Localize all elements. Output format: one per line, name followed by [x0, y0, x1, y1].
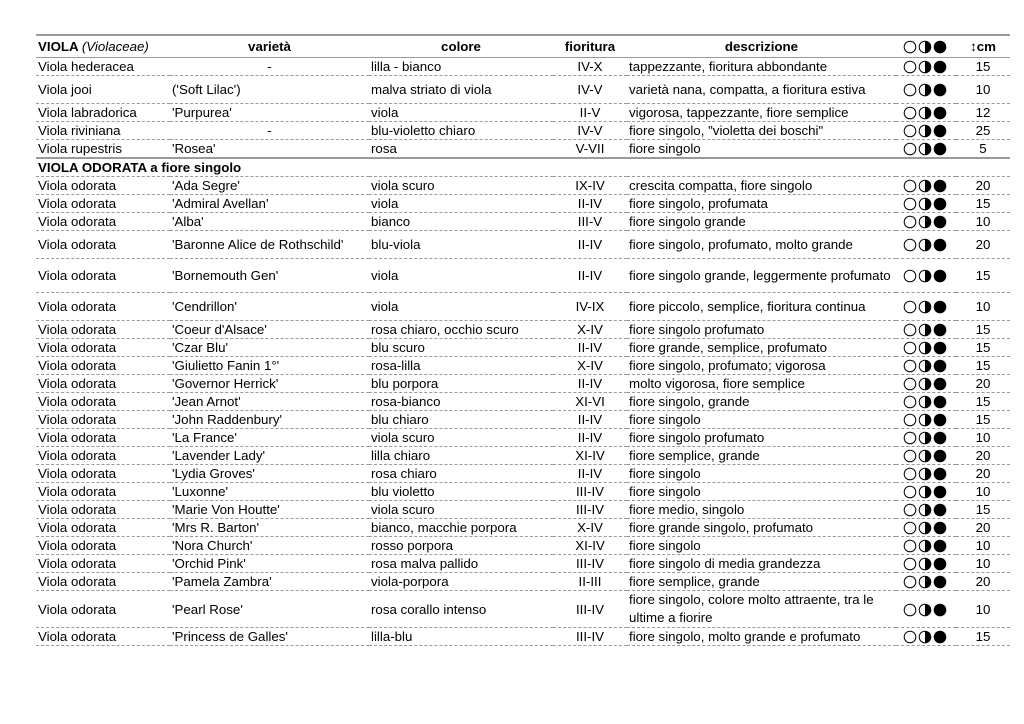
cell-species: Viola odorata	[36, 501, 170, 519]
sun-shade-icon	[903, 503, 949, 517]
cell-color: lilla chiaro	[369, 447, 553, 465]
header-exposure	[896, 35, 956, 58]
description-text: fiore singolo di media grandezza	[629, 556, 821, 571]
cell-description	[627, 58, 896, 76]
cell-description	[627, 465, 896, 483]
cell-variety: 'Rosea'	[170, 140, 369, 159]
cell-species: Viola odorata	[36, 537, 170, 555]
cell-species: Viola odorata	[36, 259, 170, 293]
description-text: fiore singolo, profumata	[629, 196, 768, 211]
cell-exposure	[896, 339, 956, 357]
cell-variety: 'John Raddenbury'	[170, 411, 369, 429]
cell-height: 15	[956, 393, 1010, 411]
cell-description	[627, 104, 896, 122]
cell-description	[627, 501, 896, 519]
cell-exposure	[896, 195, 956, 213]
cell-bloom: II-IV	[553, 195, 627, 213]
cell-bloom: IV-V	[553, 122, 627, 140]
header-height: ↕cm	[956, 35, 1010, 58]
cell-exposure	[896, 177, 956, 195]
description-text: crescita compatta, fiore singolo	[629, 178, 813, 193]
cell-exposure	[896, 293, 956, 321]
cell-color: viola-porpora	[369, 573, 553, 591]
cell-bloom: II-V	[553, 104, 627, 122]
sun-shade-icon	[903, 106, 949, 120]
table-row	[36, 213, 1010, 231]
description-text: fiore grande, semplice, profumato	[629, 340, 828, 355]
cell-exposure	[896, 573, 956, 591]
description-text: fiore singolo, grande	[629, 394, 750, 409]
cell-species: Viola odorata	[36, 591, 170, 628]
description-text: fiore singolo, profumato; vigorosa	[629, 358, 826, 373]
table-row	[36, 177, 1010, 195]
cell-description	[627, 393, 896, 411]
cell-height: 20	[956, 447, 1010, 465]
cell-height: 10	[956, 76, 1010, 104]
table-row	[36, 293, 1010, 321]
cell-description	[627, 177, 896, 195]
cell-height: 15	[956, 259, 1010, 293]
cell-bloom: X-IV	[553, 357, 627, 375]
cell-height: 15	[956, 195, 1010, 213]
table-row	[36, 140, 1010, 159]
cell-height: 10	[956, 213, 1010, 231]
cell-color: viola scuro	[369, 501, 553, 519]
cell-variety: 'Purpurea'	[170, 104, 369, 122]
sun-shade-icon	[903, 395, 949, 409]
description-text: fiore singolo	[629, 484, 701, 499]
cell-height: 10	[956, 429, 1010, 447]
cell-color: blu violetto	[369, 483, 553, 501]
sun-shade-icon	[903, 431, 949, 445]
cell-color: rosa-bianco	[369, 393, 553, 411]
description-text: fiore piccolo, semplice, fioritura continua	[629, 299, 866, 314]
cell-color: viola	[369, 259, 553, 293]
cell-variety: 'Jean Arnot'	[170, 393, 369, 411]
cell-variety: 'Governor Herrick'	[170, 375, 369, 393]
cell-exposure	[896, 537, 956, 555]
cell-exposure	[896, 591, 956, 628]
cell-species: Viola riviniana	[36, 122, 170, 140]
cell-description	[627, 411, 896, 429]
description-text: fiore medio, singolo	[629, 502, 745, 517]
cell-color: lilla - bianco	[369, 58, 553, 76]
cell-bloom: V-VII	[553, 140, 627, 159]
cell-color: blu-viola	[369, 231, 553, 259]
header-colore: colore	[369, 35, 553, 58]
cell-height: 15	[956, 628, 1010, 646]
sun-shade-icon	[903, 485, 949, 499]
cell-species: Viola odorata	[36, 231, 170, 259]
sun-shade-icon	[903, 238, 949, 252]
cell-exposure	[896, 321, 956, 339]
cell-species: Viola odorata	[36, 465, 170, 483]
cell-species: Viola odorata	[36, 573, 170, 591]
cell-variety: 'Coeur d'Alsace'	[170, 321, 369, 339]
cell-species: Viola odorata	[36, 195, 170, 213]
cell-height: 20	[956, 231, 1010, 259]
cell-height: 10	[956, 537, 1010, 555]
description-text: fiore grande singolo, profumato	[629, 520, 814, 535]
cell-description	[627, 339, 896, 357]
cell-bloom: XI-IV	[553, 447, 627, 465]
description-text: fiore singolo grande, leggermente profumato	[629, 267, 891, 283]
cell-bloom: IX-IV	[553, 177, 627, 195]
cell-species: Viola rupestris	[36, 140, 170, 159]
cell-species: Viola odorata	[36, 393, 170, 411]
cell-exposure	[896, 213, 956, 231]
cell-height: 20	[956, 375, 1010, 393]
sun-shade-icon	[903, 323, 949, 337]
cell-bloom: II-IV	[553, 259, 627, 293]
cell-variety: 'Princess de Galles'	[170, 628, 369, 646]
cell-exposure	[896, 628, 956, 646]
sun-shade-icon	[903, 557, 949, 571]
cell-variety: 'Baronne Alice de Rothschild'	[170, 231, 369, 259]
cell-bloom: III-IV	[553, 628, 627, 646]
sun-shade-icon	[903, 83, 949, 97]
cell-variety: 'La France'	[170, 429, 369, 447]
cell-exposure	[896, 104, 956, 122]
cell-description	[627, 357, 896, 375]
sun-shade-icon	[903, 377, 949, 391]
cell-description	[627, 429, 896, 447]
cell-bloom: III-IV	[553, 555, 627, 573]
cell-bloom: II-IV	[553, 411, 627, 429]
cell-bloom: II-IV	[553, 375, 627, 393]
cell-color: viola	[369, 195, 553, 213]
sun-shade-icon	[903, 300, 949, 314]
sun-shade-icon	[903, 603, 949, 617]
cell-variety: 'Pamela Zambra'	[170, 573, 369, 591]
cell-species: Viola odorata	[36, 321, 170, 339]
cell-variety: 'Lavender Lady'	[170, 447, 369, 465]
section-title: VIOLA ODORATA a fiore singolo	[36, 158, 1010, 177]
cell-height: 20	[956, 465, 1010, 483]
cell-bloom: III-IV	[553, 501, 627, 519]
description-text: fiore singolo profumato	[629, 430, 765, 445]
description-text: fiore singolo, "violetta dei boschi"	[629, 123, 824, 138]
description-text: fiore semplice, grande	[629, 448, 760, 463]
section-row	[36, 158, 1010, 177]
table-row	[36, 465, 1010, 483]
cell-species: Viola jooi	[36, 76, 170, 104]
cell-variety: 'Orchid Pink'	[170, 555, 369, 573]
cell-variety: -	[170, 122, 369, 140]
table-row	[36, 483, 1010, 501]
cell-exposure	[896, 122, 956, 140]
cell-description	[627, 375, 896, 393]
table-row	[36, 259, 1010, 293]
cell-height: 15	[956, 58, 1010, 76]
cell-variety: 'Czar Blu'	[170, 339, 369, 357]
header-varieta: varietà	[170, 35, 369, 58]
cell-variety: 'Bornemouth Gen'	[170, 259, 369, 293]
family-label: (Violaceae)	[81, 39, 149, 54]
cell-height: 20	[956, 177, 1010, 195]
table-row	[36, 195, 1010, 213]
cell-color: viola	[369, 293, 553, 321]
description-text: fiore singolo	[629, 466, 701, 481]
cell-description	[627, 483, 896, 501]
cell-color: viola scuro	[369, 429, 553, 447]
cell-color: blu porpora	[369, 375, 553, 393]
cell-description	[627, 537, 896, 555]
cell-bloom: III-V	[553, 213, 627, 231]
cell-description	[627, 122, 896, 140]
cell-species: Viola odorata	[36, 375, 170, 393]
cell-color: rosa	[369, 140, 553, 159]
cell-height: 5	[956, 140, 1010, 159]
cell-species: Viola odorata	[36, 519, 170, 537]
cell-height: 12	[956, 104, 1010, 122]
table-row	[36, 122, 1010, 140]
plant-table	[36, 34, 1010, 646]
cell-description	[627, 447, 896, 465]
table-row	[36, 537, 1010, 555]
cell-exposure	[896, 140, 956, 159]
cell-description	[627, 321, 896, 339]
header-descrizione: descrizione	[627, 35, 896, 58]
cell-bloom: IV-X	[553, 58, 627, 76]
table-row	[36, 573, 1010, 591]
cell-variety: 'Lydia Groves'	[170, 465, 369, 483]
cell-species: Viola odorata	[36, 339, 170, 357]
description-text: fiore singolo grande	[629, 214, 746, 229]
cell-variety: 'Marie Von Houtte'	[170, 501, 369, 519]
description-text: molto vigorosa, fiore semplice	[629, 376, 805, 391]
cell-variety: ('Soft Lilac')	[170, 76, 369, 104]
header-species	[36, 35, 170, 58]
sun-shade-icon	[903, 40, 949, 54]
cell-exposure	[896, 447, 956, 465]
sun-shade-icon	[903, 359, 949, 373]
cell-bloom: X-IV	[553, 519, 627, 537]
cell-bloom: II-III	[553, 573, 627, 591]
table-row	[36, 58, 1010, 76]
cell-variety: 'Pearl Rose'	[170, 591, 369, 628]
sun-shade-icon	[903, 539, 949, 553]
table-row	[36, 447, 1010, 465]
cell-exposure	[896, 483, 956, 501]
cell-color: bianco, macchie porpora	[369, 519, 553, 537]
cell-description	[627, 259, 896, 293]
cell-description	[627, 293, 896, 321]
cell-color: blu-violetto chiaro	[369, 122, 553, 140]
table-row	[36, 519, 1010, 537]
sun-shade-icon	[903, 449, 949, 463]
cell-height: 15	[956, 321, 1010, 339]
cell-exposure	[896, 259, 956, 293]
cell-height: 15	[956, 411, 1010, 429]
cell-exposure	[896, 465, 956, 483]
table-row	[36, 357, 1010, 375]
cell-bloom: X-IV	[553, 321, 627, 339]
cell-species: Viola odorata	[36, 293, 170, 321]
cell-color: rosa malva pallido	[369, 555, 553, 573]
sun-shade-icon	[903, 521, 949, 535]
header-row	[36, 35, 1010, 58]
cell-color: rosa-lilla	[369, 357, 553, 375]
cell-color: bianco	[369, 213, 553, 231]
cell-exposure	[896, 357, 956, 375]
sun-shade-icon	[903, 413, 949, 427]
cell-height: 20	[956, 519, 1010, 537]
cell-species: Viola labradorica	[36, 104, 170, 122]
cell-bloom: II-IV	[553, 339, 627, 357]
cell-species: Viola odorata	[36, 411, 170, 429]
cell-variety: 'Nora Church'	[170, 537, 369, 555]
cell-description	[627, 140, 896, 159]
cell-description	[627, 231, 896, 259]
table-row	[36, 104, 1010, 122]
cell-exposure	[896, 411, 956, 429]
cell-description	[627, 76, 896, 104]
cell-description	[627, 519, 896, 537]
cell-bloom: IV-IX	[553, 293, 627, 321]
cell-exposure	[896, 76, 956, 104]
table-row	[36, 628, 1010, 646]
table-row	[36, 591, 1010, 628]
description-text: fiore singolo, colore molto attraente, tra le ultime a fiorire	[629, 592, 874, 625]
table-row	[36, 76, 1010, 104]
sun-shade-icon	[903, 575, 949, 589]
cell-exposure	[896, 375, 956, 393]
description-text: fiore semplice, grande	[629, 574, 760, 589]
cell-color: rosso porpora	[369, 537, 553, 555]
header-fioritura: fioritura	[553, 35, 627, 58]
cell-height: 15	[956, 357, 1010, 375]
description-text: varietà nana, compatta, a fioritura estiva	[629, 82, 866, 97]
cell-description	[627, 195, 896, 213]
sun-shade-icon	[903, 630, 949, 644]
cell-color: viola	[369, 104, 553, 122]
group-odorata	[36, 177, 1010, 646]
description-text: fiore singolo	[629, 141, 701, 156]
cell-variety: 'Ada Segre'	[170, 177, 369, 195]
cell-species: Viola odorata	[36, 213, 170, 231]
cell-description	[627, 628, 896, 646]
description-text: vigorosa, tappezzante, fiore semplice	[629, 105, 849, 120]
cell-exposure	[896, 429, 956, 447]
cell-color: rosa chiaro, occhio scuro	[369, 321, 553, 339]
sun-shade-icon	[903, 467, 949, 481]
cell-species: Viola odorata	[36, 357, 170, 375]
cell-exposure	[896, 519, 956, 537]
description-text: fiore singolo, profumato, molto grande	[629, 237, 853, 252]
group-various-species	[36, 58, 1010, 159]
cell-bloom: II-IV	[553, 231, 627, 259]
cell-color: viola scuro	[369, 177, 553, 195]
cell-height: 20	[956, 573, 1010, 591]
cell-variety: 'Mrs R. Barton'	[170, 519, 369, 537]
cell-description	[627, 555, 896, 573]
cell-species: Viola odorata	[36, 628, 170, 646]
table-row	[36, 429, 1010, 447]
cell-height: 15	[956, 501, 1010, 519]
cell-exposure	[896, 58, 956, 76]
cell-variety: 'Giulietto Fanin 1°'	[170, 357, 369, 375]
cell-bloom: XI-VI	[553, 393, 627, 411]
cell-description	[627, 591, 896, 628]
table-row	[36, 393, 1010, 411]
sun-shade-icon	[903, 215, 949, 229]
cell-color: lilla-blu	[369, 628, 553, 646]
cell-bloom: II-IV	[553, 429, 627, 447]
description-text: fiore singolo profumato	[629, 322, 765, 337]
cell-height: 15	[956, 339, 1010, 357]
description-text: tappezzante, fioritura abbondante	[629, 59, 828, 74]
description-text: fiore singolo	[629, 538, 701, 553]
cell-bloom: III-IV	[553, 591, 627, 628]
cell-exposure	[896, 501, 956, 519]
sun-shade-icon	[903, 60, 949, 74]
table-row	[36, 339, 1010, 357]
sun-shade-icon	[903, 197, 949, 211]
description-text: fiore singolo, molto grande e profumato	[629, 629, 861, 644]
table-row	[36, 321, 1010, 339]
table-row	[36, 501, 1010, 519]
cell-species: Viola odorata	[36, 447, 170, 465]
cell-species: Viola odorata	[36, 555, 170, 573]
cell-bloom: III-IV	[553, 483, 627, 501]
description-text: fiore singolo	[629, 412, 701, 427]
cell-bloom: XI-IV	[553, 537, 627, 555]
cell-species: Viola odorata	[36, 429, 170, 447]
cell-height: 25	[956, 122, 1010, 140]
sun-shade-icon	[903, 142, 949, 156]
cell-variety: -	[170, 58, 369, 76]
table-row	[36, 231, 1010, 259]
cell-color: rosa chiaro	[369, 465, 553, 483]
table-row	[36, 555, 1010, 573]
cell-species: Viola odorata	[36, 177, 170, 195]
sun-shade-icon	[903, 341, 949, 355]
cell-bloom: II-IV	[553, 465, 627, 483]
sun-shade-icon	[903, 179, 949, 193]
cell-variety: 'Luxonne'	[170, 483, 369, 501]
cell-variety: 'Cendrillon'	[170, 293, 369, 321]
sun-shade-icon	[903, 269, 949, 283]
cell-species: Viola odorata	[36, 483, 170, 501]
plant-table-sheet	[36, 34, 996, 646]
cell-color: blu scuro	[369, 339, 553, 357]
cell-species: Viola hederacea	[36, 58, 170, 76]
cell-description	[627, 213, 896, 231]
cell-height: 10	[956, 591, 1010, 628]
cell-variety: 'Admiral Avellan'	[170, 195, 369, 213]
cell-exposure	[896, 393, 956, 411]
cell-height: 10	[956, 555, 1010, 573]
cell-color: blu chiaro	[369, 411, 553, 429]
table-row	[36, 411, 1010, 429]
cell-description	[627, 573, 896, 591]
cell-height: 10	[956, 483, 1010, 501]
cell-color: rosa corallo intenso	[369, 591, 553, 628]
sun-shade-icon	[903, 124, 949, 138]
cell-bloom: IV-V	[553, 76, 627, 104]
genus-label: VIOLA	[38, 39, 79, 54]
cell-exposure	[896, 555, 956, 573]
cell-variety: 'Alba'	[170, 213, 369, 231]
cell-height: 10	[956, 293, 1010, 321]
cell-exposure	[896, 231, 956, 259]
group-odorata-heading	[36, 158, 1010, 177]
table-row	[36, 375, 1010, 393]
cell-color: malva striato di viola	[369, 76, 553, 104]
